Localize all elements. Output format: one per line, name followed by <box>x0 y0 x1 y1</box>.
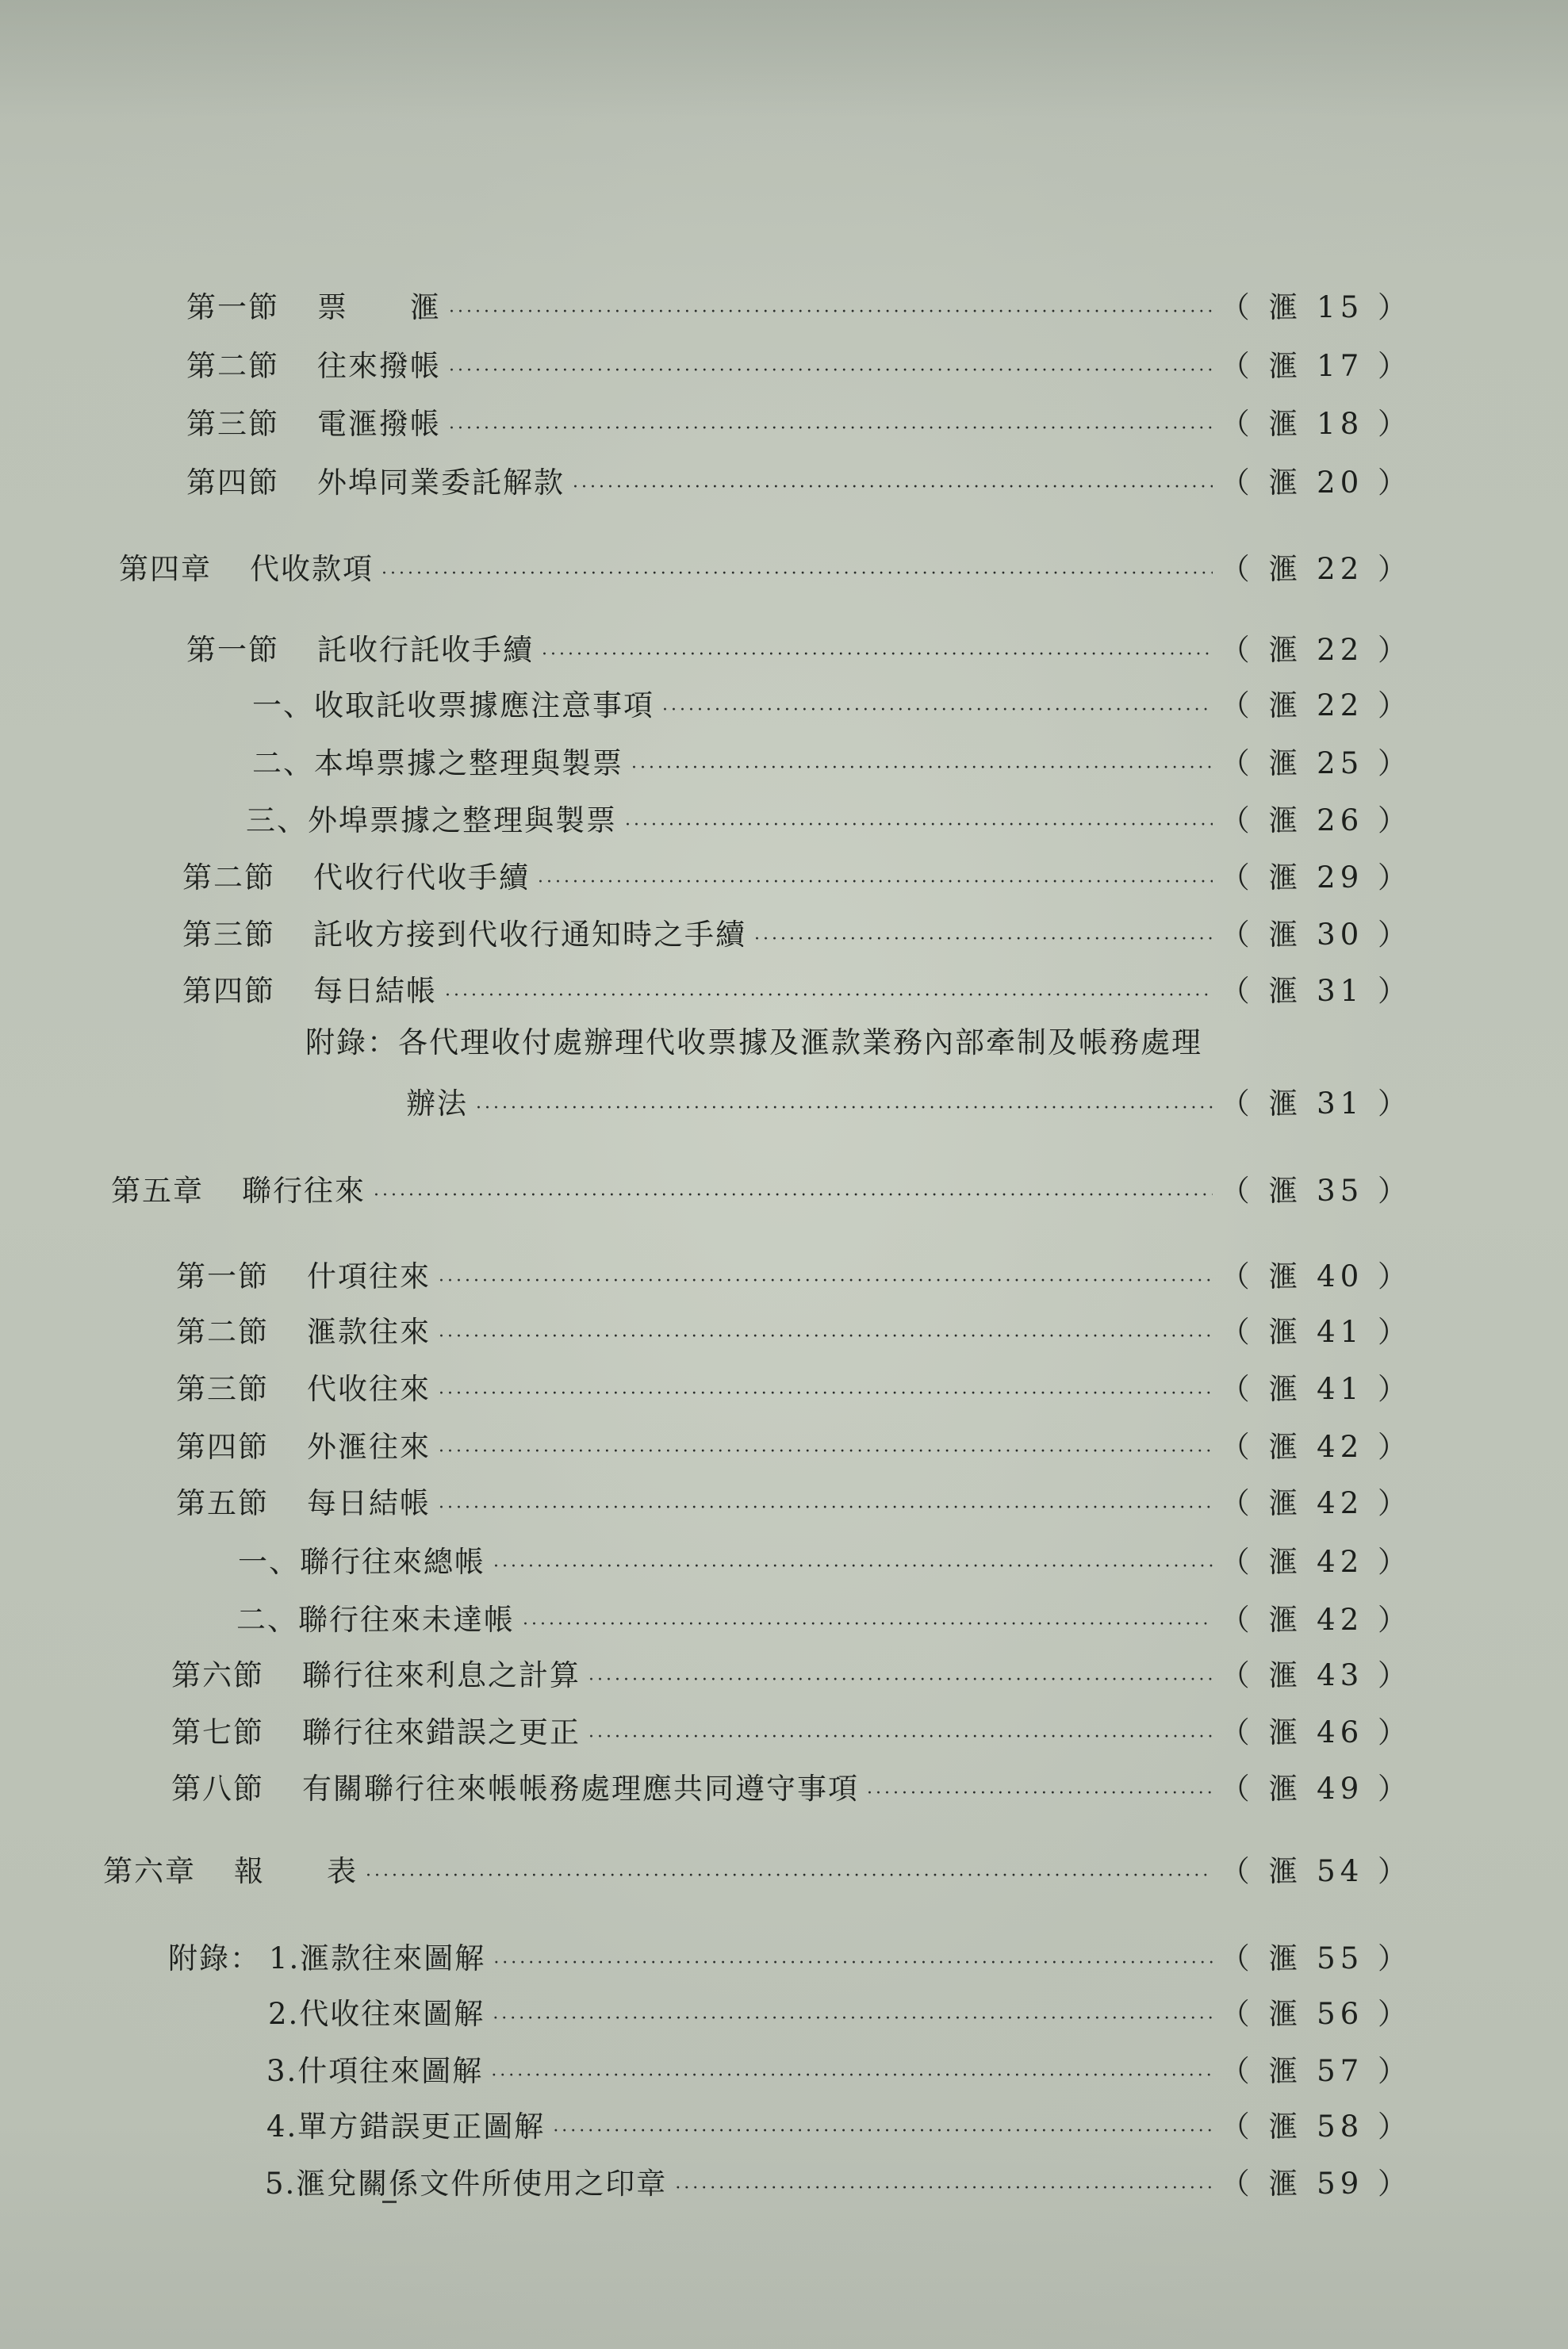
toc-entry[interactable] <box>238 1539 1412 1586</box>
toc-entry-label: 第二節 <box>186 349 279 383</box>
dot-leader <box>493 1940 1212 1987</box>
toc-entry-page: （ 滙 29 ） <box>1220 860 1412 895</box>
dot-leader <box>491 2052 1212 2100</box>
toc-entry-label: 第三節 <box>186 407 279 441</box>
toc-entry-page: （ 滙 22 ） <box>1220 688 1412 722</box>
toc-entry[interactable] <box>182 968 1412 1015</box>
toc-entry-title: 外滙往來 <box>307 1430 431 1464</box>
toc-entry-page: （ 滙 41 ） <box>1220 1315 1412 1349</box>
toc-entry-label: 三、 <box>246 803 308 837</box>
toc-entry-page: （ 滙 17 ） <box>1220 349 1412 383</box>
dot-leader <box>374 1172 1213 1220</box>
toc-entry[interactable] <box>176 1480 1412 1527</box>
toc-entry[interactable] <box>186 284 1412 331</box>
dot-leader <box>867 1770 1213 1818</box>
toc-entry[interactable] <box>176 1253 1412 1301</box>
dot-leader <box>675 2165 1212 2213</box>
toc-entry[interactable] <box>252 740 1412 787</box>
toc-entry-title: 5.滙兌關係文件所使用之印章 <box>265 2167 668 2201</box>
toc-entry-page: （ 滙 22 ） <box>1220 552 1412 586</box>
toc-entry-title: 3.什項往來圖解 <box>266 2054 484 2088</box>
dot-leader <box>538 859 1213 906</box>
dot-leader <box>366 1853 1213 1900</box>
dot-leader <box>493 1995 1212 2043</box>
appendix-note-line: 附錄：各代理收付處辦理代收票據及滙款業務內部牽制及帳務處理 <box>305 1025 1202 1060</box>
toc-entry[interactable] <box>171 1709 1412 1757</box>
toc-entry[interactable] <box>186 343 1412 390</box>
toc-entry-page: （ 滙 15 ） <box>1220 290 1412 324</box>
page-mark <box>382 2201 397 2203</box>
toc-entry-page: （ 滙 25 ） <box>1220 746 1412 780</box>
toc-entry-page: （ 滙 30 ） <box>1220 918 1412 952</box>
toc-entry-page: （ 滙 57 ） <box>1220 2054 1412 2088</box>
toc-entry-title: 外埠票據之整理與製票 <box>308 803 617 837</box>
toc-entry-page: （ 滙 42 ） <box>1220 1545 1412 1579</box>
dot-leader <box>493 1543 1213 1591</box>
toc-entry-label: 第八節 <box>171 1772 264 1806</box>
toc-entry-label: 第五章 <box>111 1174 204 1208</box>
toc-entry-title: 本埠票據之整理與製票 <box>314 746 623 780</box>
toc-entry[interactable] <box>182 911 1412 959</box>
toc-entry-title: 每日結帳 <box>313 974 437 1008</box>
toc-entry-label: 第四節 <box>186 466 279 500</box>
toc-entry-title: 外埠同業委託解款 <box>317 466 565 500</box>
toc-entry-title: 辦法 <box>406 1086 468 1121</box>
toc-entry[interactable] <box>236 1596 1412 1644</box>
toc-entry[interactable] <box>252 682 1412 730</box>
toc-entry-title: 託收行託收手續 <box>317 633 534 667</box>
toc-entry-title: 聯行往來未達帳 <box>298 1603 515 1637</box>
toc-entry[interactable] <box>176 1366 1412 1413</box>
toc-entry-title: 4.單方錯誤更正圖解 <box>266 2110 546 2144</box>
toc-entry-label: 第三節 <box>176 1372 269 1406</box>
toc-entry-page: （ 滙 43 ） <box>1220 1658 1412 1692</box>
toc-entry-label: 第一節 <box>176 1259 269 1293</box>
toc-entry-label: 一、 <box>252 688 314 722</box>
toc-entry-title: 聯行往來 <box>242 1174 366 1208</box>
toc-chapter-entry[interactable] <box>103 1848 1412 1895</box>
toc-chapter-entry[interactable] <box>111 1167 1412 1215</box>
toc-entry-title: 代收行代收手續 <box>313 860 530 895</box>
toc-entry-title: 每日結帳 <box>307 1486 431 1520</box>
dot-leader <box>445 972 1213 1020</box>
toc-entry-label: 第一節 <box>186 290 279 324</box>
dot-leader <box>439 1370 1213 1418</box>
toc-entry[interactable] <box>168 1935 1412 1983</box>
toc-entry-label: 第二節 <box>182 860 275 895</box>
toc-entry-title: 什項往來 <box>307 1259 431 1293</box>
toc-entry-title: 往來撥帳 <box>317 349 441 383</box>
toc-entry-title: 聯行往來錯誤之更正 <box>302 1715 581 1749</box>
toc-entry[interactable] <box>265 2160 1412 2208</box>
toc-entry-page: （ 滙 35 ） <box>1220 1174 1412 1208</box>
toc-entry-page: （ 滙 20 ） <box>1220 466 1412 500</box>
toc-entry-page: （ 滙 31 ） <box>1220 1086 1412 1121</box>
toc-entry-title: 代收往來 <box>307 1372 431 1406</box>
toc-entry-page: （ 滙 31 ） <box>1220 974 1412 1008</box>
toc-entry-page: （ 滙 59 ） <box>1220 2167 1412 2201</box>
dot-leader <box>662 687 1213 734</box>
dot-leader <box>439 1428 1213 1476</box>
toc-entry-page: （ 滙 55 ） <box>1220 1941 1412 1975</box>
dot-leader <box>553 2108 1212 2155</box>
toc-entry[interactable] <box>186 627 1412 674</box>
toc-entry-title: 電滙撥帳 <box>317 407 441 441</box>
toc-entry-label: 二、 <box>252 746 314 780</box>
toc-entry-label: 第六章 <box>103 1854 196 1888</box>
dot-leader <box>381 550 1213 598</box>
toc-chapter-entry[interactable] <box>119 546 1412 593</box>
toc-entry-title: 有關聯行往來帳帳務處理應共同遵守事項 <box>302 1772 859 1806</box>
dot-leader <box>439 1258 1213 1305</box>
toc-entry-page: （ 滙 49 ） <box>1220 1772 1412 1806</box>
toc-entry[interactable] <box>176 1309 1412 1356</box>
toc-entry-title: 代收款項 <box>250 552 374 586</box>
toc-entry[interactable] <box>182 854 1412 902</box>
dot-leader <box>439 1313 1213 1361</box>
toc-entry-page: （ 滙 22 ） <box>1220 633 1412 667</box>
dot-leader <box>631 745 1213 792</box>
toc-entry-page: （ 滙 26 ） <box>1220 803 1412 837</box>
toc-entry[interactable] <box>406 1080 1412 1128</box>
dot-leader <box>523 1601 1213 1649</box>
toc-entry-page: （ 滙 40 ） <box>1220 1259 1412 1293</box>
toc-entry[interactable] <box>171 1765 1412 1813</box>
toc-entry[interactable] <box>246 797 1412 845</box>
toc-entry[interactable] <box>266 2048 1412 2095</box>
dot-leader <box>449 289 1213 336</box>
toc-entry-label: 附錄： <box>168 1941 261 1975</box>
toc-entry[interactable] <box>186 459 1412 507</box>
dot-leader <box>542 631 1213 679</box>
toc-entry-label: 第六節 <box>171 1658 264 1692</box>
toc-entry-page: （ 滙 56 ） <box>1220 1997 1412 2031</box>
toc-entry-label: 二、 <box>236 1603 298 1637</box>
toc-entry-page: （ 滙 18 ） <box>1220 407 1412 441</box>
dot-leader <box>449 405 1213 453</box>
toc-entry-label: 第四章 <box>119 552 212 586</box>
toc-entry-label: 第七節 <box>171 1715 264 1749</box>
toc-entry-page: （ 滙 42 ） <box>1220 1603 1412 1637</box>
toc-entry-title: 託收方接到代收行通知時之手續 <box>313 918 746 952</box>
toc-entry-page: （ 滙 54 ） <box>1220 1854 1412 1888</box>
toc-entry-page: （ 滙 42 ） <box>1220 1486 1412 1520</box>
toc-entry-title: 聯行往來利息之計算 <box>302 1658 581 1692</box>
toc-entry-label: 第二節 <box>176 1315 269 1349</box>
toc-entry-label: 第一節 <box>186 633 279 667</box>
toc-entry[interactable] <box>268 1991 1412 2038</box>
paper-discoloration <box>0 0 1568 119</box>
toc-entry-title: 票 滙 <box>317 290 441 324</box>
toc-entry-label: 第三節 <box>182 918 275 952</box>
dot-leader <box>588 1657 1213 1704</box>
toc-entry-title: 1.滙款往來圖解 <box>269 1941 486 1975</box>
dot-leader <box>588 1714 1213 1761</box>
dot-leader <box>573 464 1213 512</box>
toc-entry[interactable] <box>186 400 1412 448</box>
toc-entry[interactable] <box>266 2103 1412 2151</box>
toc-entry-page: （ 滙 42 ） <box>1220 1430 1412 1464</box>
toc-entry-title: 2.代收往來圖解 <box>268 1997 485 2031</box>
toc-entry-page: （ 滙 46 ） <box>1220 1715 1412 1749</box>
dot-leader <box>476 1085 1213 1132</box>
toc-entry-title: 聯行往來總帳 <box>300 1545 485 1579</box>
toc-entry[interactable] <box>176 1424 1412 1471</box>
toc-entry-label: 第四節 <box>176 1430 269 1464</box>
toc-entry-title: 收取託收票據應注意事項 <box>314 688 654 722</box>
dot-leader <box>449 347 1213 395</box>
toc-entry-label: 第五節 <box>176 1486 269 1520</box>
toc-entry-title: 報 表 <box>234 1854 358 1888</box>
toc-entry-page: （ 滙 58 ） <box>1220 2110 1412 2144</box>
toc-entry-label: 第四節 <box>182 974 275 1008</box>
toc-entry-label: 一、 <box>238 1545 300 1579</box>
dot-leader <box>439 1485 1213 1532</box>
dot-leader <box>625 802 1213 849</box>
toc-entry-title: 滙款往來 <box>307 1315 431 1349</box>
dot-leader <box>754 916 1213 964</box>
toc-entry[interactable] <box>171 1652 1412 1699</box>
toc-entry-page: （ 滙 41 ） <box>1220 1372 1412 1406</box>
